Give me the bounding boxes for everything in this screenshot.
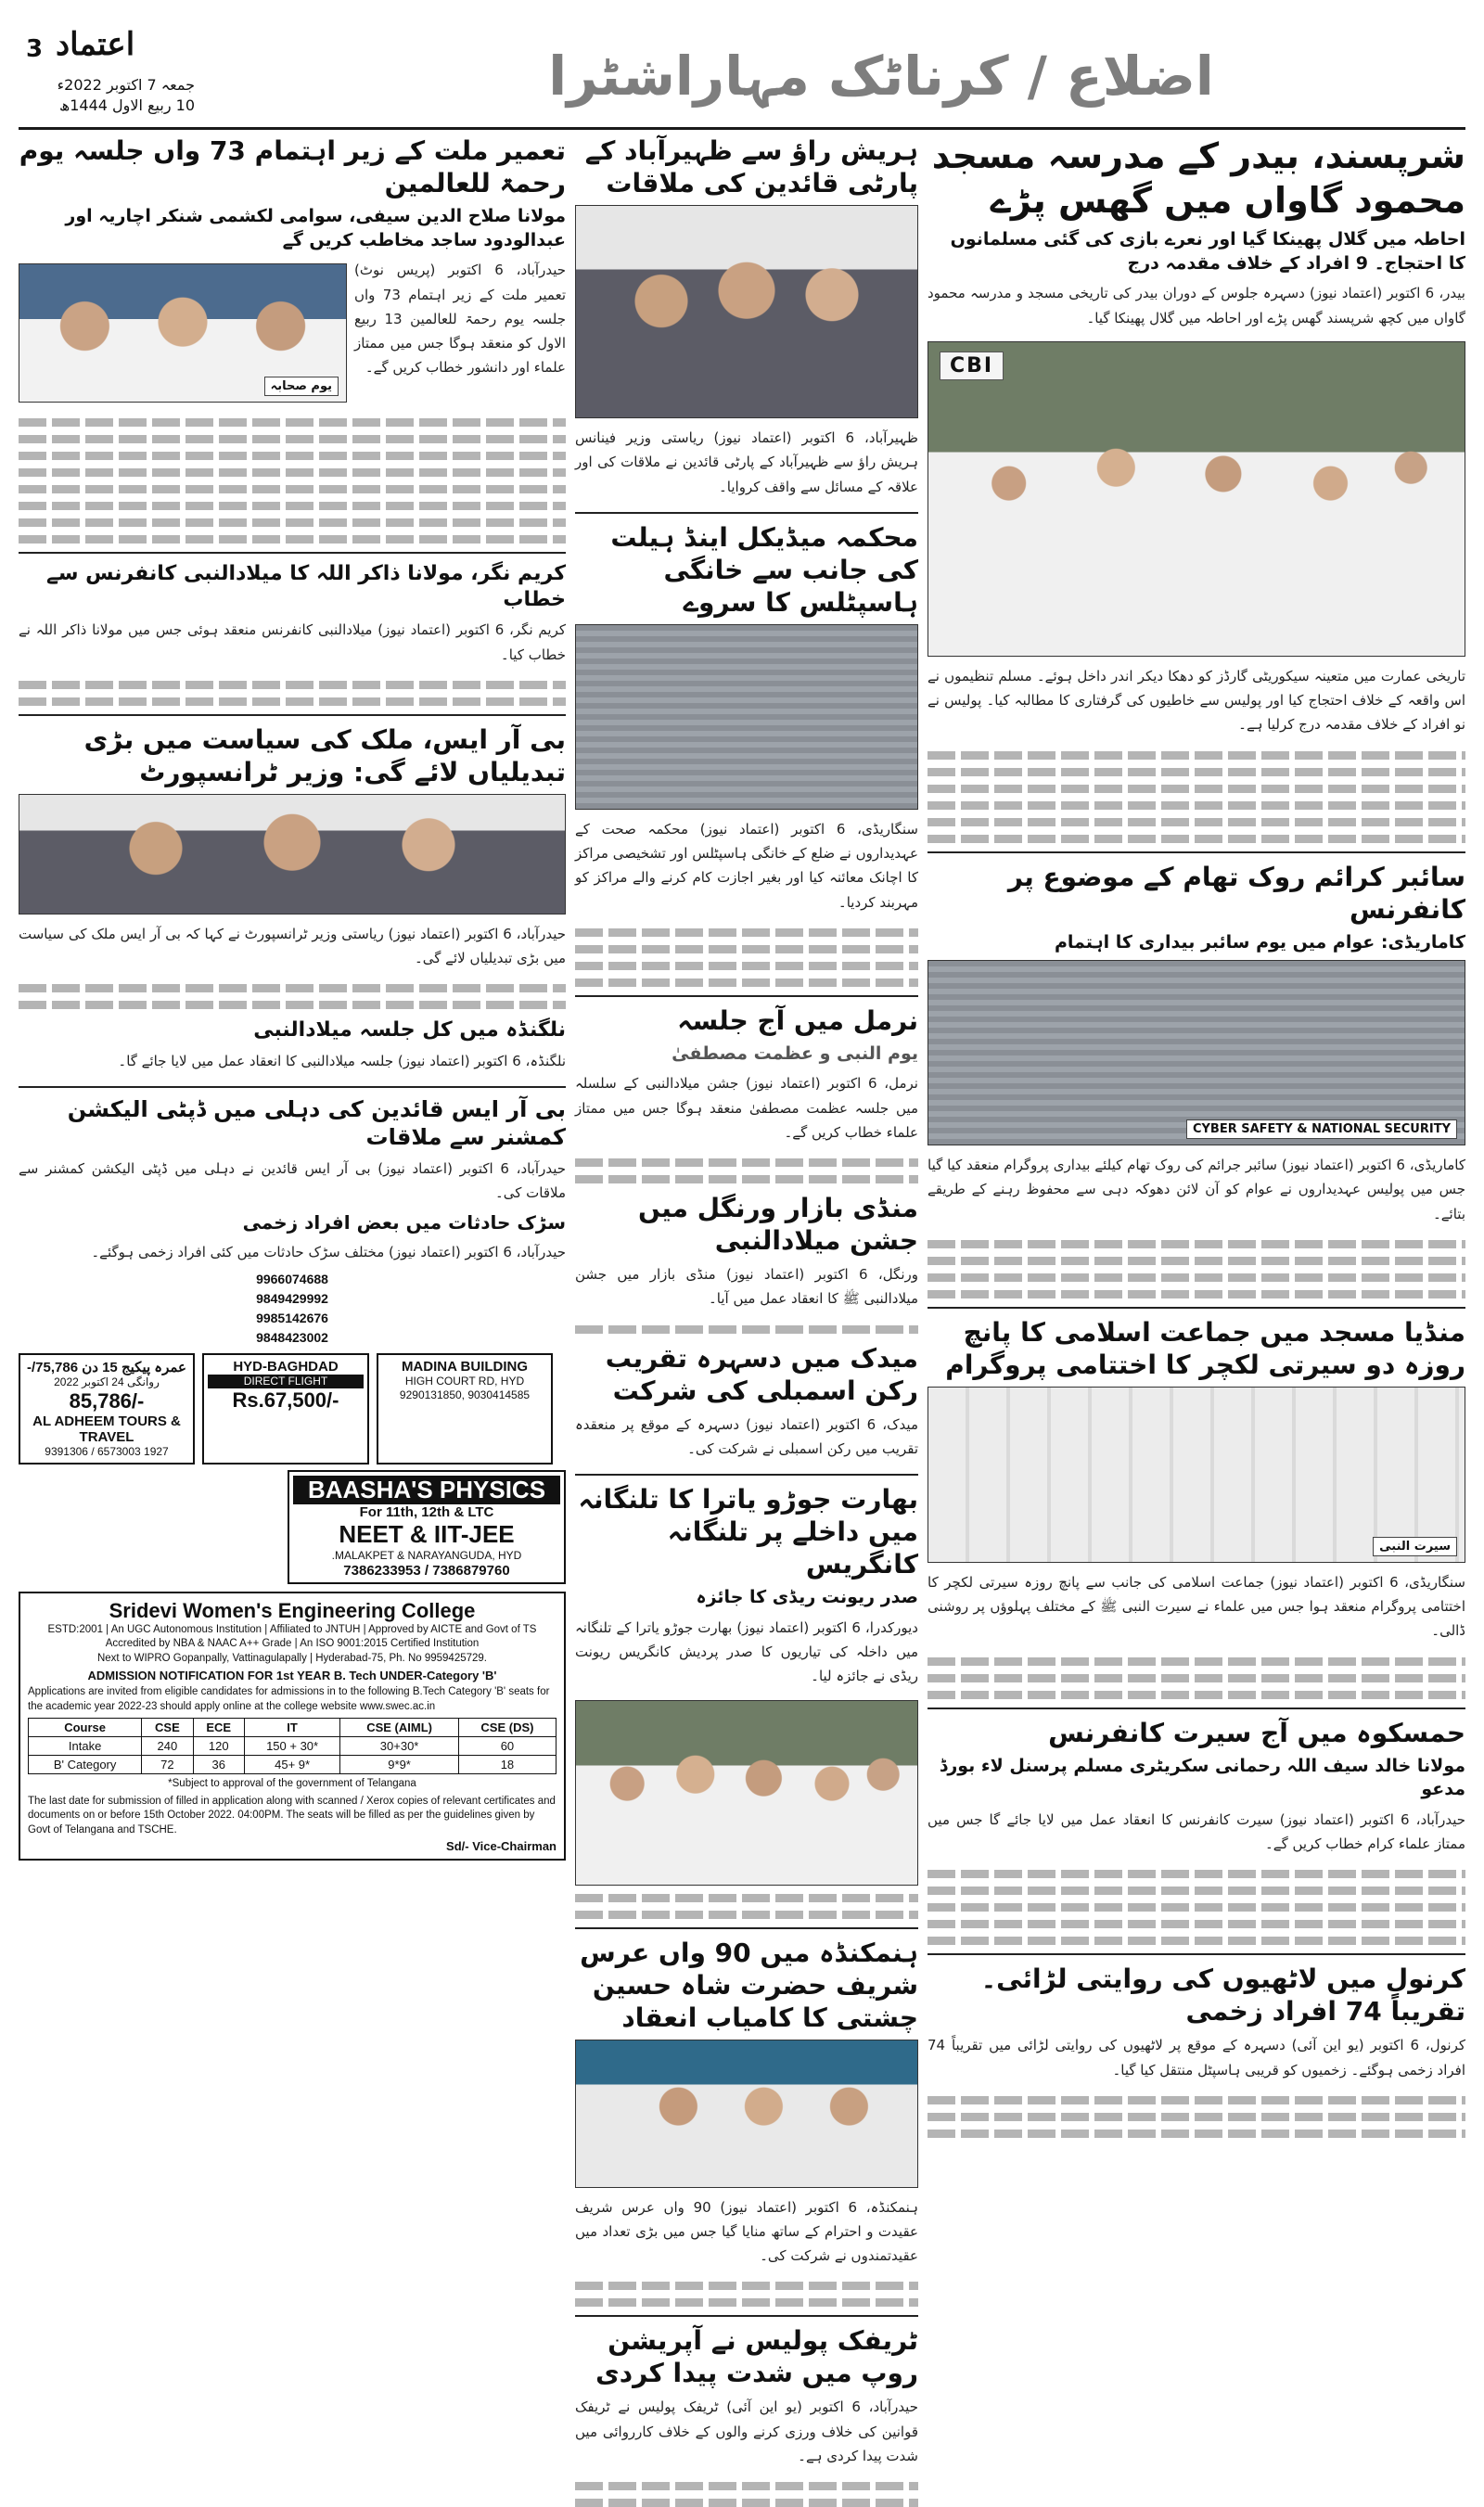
tour-agency-phone: 9391306 / 6573003 1927: [45, 1444, 169, 1458]
table-cell: 30+30*: [340, 1737, 459, 1756]
flight-type: DIRECT FLIGHT: [208, 1375, 364, 1388]
madina-ad: [377, 1353, 553, 1465]
milad-photo: [19, 263, 347, 403]
college-ad: [19, 1592, 566, 1861]
lead-subhead: احاطہ میں گلال پھینکا گیا اور نعرے بازی کی گئی مسلمانوں کا احتجاج۔ 9 افراد کے خلاف مقدمہ درج: [950, 229, 1465, 274]
table-header: CSE: [142, 1719, 193, 1737]
table-cell: 72: [142, 1756, 193, 1774]
cyber-story: [928, 861, 1465, 1298]
bharat-jodo-photo: [575, 1700, 918, 1886]
seerat-conference-headline: حمسکوہ میں آج سیرت کانفرنس: [1048, 1717, 1465, 1748]
date-gregorian: جمعہ 7 اکتوبر 2022ء: [57, 76, 195, 94]
madina-address: HIGH COURT RD, HYD: [404, 1374, 525, 1388]
table-cell: 18: [458, 1756, 556, 1774]
cyber-body: کاماریڈی، 6 اکتوبر (اعتماد نیوز) سائبر جرائم کی روک تھام کیلئے بیداری پروگرام منعقد کیا گیا جس میں پولیس عہدیداروں نے عوام کو آن لائن دھوکہ دہی سے محفوظ رہنے کے طریقے بتائے۔: [928, 1157, 1465, 1222]
seerat-banner: سیرت النبی: [1373, 1537, 1457, 1556]
mandi-story: [575, 1192, 918, 1334]
mandi-body: ورنگل، 6 اکتوبر (اعتماد نیوز) منڈی بازار میں جشن میلادالنبی ﷺ کا انعقاد عمل میں آیا۔: [575, 1266, 918, 1308]
milad-photo-banner: یوم صحابہ: [264, 377, 339, 396]
column-left: [19, 134, 566, 2309]
seerat-conference-body: حیدرآباد، 6 اکتوبر (اعتماد نیوز) سیرت کانفرنس کا انعقاد عمل میں لایا جائے گا جس میں ممتاز علماء کرام خطاب کریں گے۔: [928, 1810, 1465, 1853]
nirmal-story: [575, 1004, 918, 1183]
hospital-body: سنگاریڈی، 6 اکتوبر (اعتماد نیوز) محکمہ صحت کے عہدیداروں نے ضلع کے خانگی ہاسپٹلس اور تشخیصی مراکز کا اچانک معائنہ کیا اور بغیر اجازت کام کرنے والے مراکز کو مہربند کردیا۔: [575, 820, 919, 911]
mandi-headline: منڈی بازار ورنگل میں جشن میلادالنبی: [638, 1193, 918, 1257]
college-line-2: Accredited by NBA & NAAC A++ Grade | An ISO 9001:2015 Certified Institution: [105, 1638, 480, 1650]
umrah-ad: [19, 1353, 195, 1465]
traffic-story: [575, 2324, 918, 2507]
college-footer: The last date for submission of filled in application along with scanned / Xerox copies of relevant certificates and documents on or before 15th October 2022. 04:00PM. The seats will be filled as per the guidelines given by Govt of Telangana and TSCHE.: [28, 1795, 556, 1835]
college-name: Sridevi Women's Engineering College: [109, 1598, 476, 1622]
phone-number: 9985142676: [256, 1310, 328, 1325]
madina-phone: 9290131850, 9030414585: [399, 1388, 531, 1401]
nirmal-subhead: یوم النبی و عظمت مصطفیٰ: [672, 1042, 918, 1064]
brs-body: حیدرآباد، 6 اکتوبر (اعتماد نیوز) ریاستی وزیر ٹرانسپورٹ نے کہا کہ بی آر ایس ملک کی سیاست میں بڑی تبدیلیاں لائے گی۔: [19, 925, 566, 967]
milad-subhead: مولانا صلاح الدین سیفی، سوامی لکشمی شنکر اچاریہ اور عبدالودود ساجد مخاطب کریں گے: [65, 206, 566, 250]
phone-number: 9848423002: [256, 1329, 328, 1345]
physics-exam: NEET & IIT-JEE: [339, 1519, 515, 1548]
karimnagar-body: کریم نگر، 6 اکتوبر (اعتماد نیوز) میلادالنبی کانفرنس منعقد ہوئی جس میں مولانا ذاکر اللہ نے خطاب کیا۔: [19, 621, 567, 663]
medak-headline: میدک میں دسہرہ تقریب رکن اسمبلی کی شرکت: [605, 1342, 918, 1406]
milad-headline: تعمیر ملت کے زیر اہتمام 73 واں جلسہ یوم رحمۃ للعالمین: [19, 135, 566, 198]
karimnagar-story: [19, 561, 566, 706]
newspaper-logo: اعتماد: [56, 26, 135, 63]
hospital-headline: محکمہ میڈیکل اینڈ ہیلت کی جانب سے خانگی ہاسپٹلس کا سروے: [610, 521, 918, 618]
brs-delhi-headline: بی آر ایس قائدین کی دہلی میں ڈپٹی الیکشن کمشنر سے ملاقات: [67, 1096, 566, 1151]
column-right: [928, 134, 1465, 2309]
umrah-price: 85,786/-: [69, 1388, 145, 1413]
contact-phones: [19, 1270, 566, 1348]
brs-delhi-story: [19, 1095, 566, 1211]
college-intro: Applications are invited from eligible candidates for admissions in to the following B.Tech Category 'B' seats for the academic year 2022-23 should apply online at the college website www.swec.ac.in: [28, 1686, 550, 1712]
cyber-banner: CYBER SAFETY & NATIONAL SECURITY: [1186, 1119, 1457, 1139]
cyber-subhead: کاماریڈی: عوام میں یوم سائبر بیداری کا اہتمام: [1054, 931, 1465, 953]
kurnool-headline: کرنول میں لاٹھیوں کی روایتی لڑائی۔ تقریباً 74 افراد زخمی: [980, 1963, 1465, 2027]
physics-phone: 7386879760 / 7386233953: [343, 1562, 510, 1579]
bharat-jodo-subhead: صدر ریونت ریڈی کا جائزہ: [696, 1587, 918, 1608]
medak-body: میدک، 6 اکتوبر (اعتماد نیوز) دسہرہ کے موقع پر منعقدہ تقریب میں رکن اسمبلی نے شرکت کی۔: [575, 1415, 918, 1457]
bharat-jodo-story: [575, 1483, 918, 1918]
milad-body: حیدرآباد، 6 اکتوبر (پریس نوٹ) تعمیر ملت کے زیر اہتمام 73 واں جلسہ یوم رحمۃ للعالمین 13 ربیع الاول کو منعقد ہوگا جس میں ممتاز علماء اور دانشور خطاب کریں گے۔: [354, 262, 566, 377]
madina-title: MADINA BUILDING: [401, 1358, 529, 1375]
urs-photo: [575, 2040, 918, 2188]
bharat-jodo-body: دیورکدرا، 6 اکتوبر (اعتماد نیوز) بھارت جوڑو یاترا کے تلنگانہ میں داخلہ کی تیاریوں کا صدر پردیش کانگریس ریونت ریڈی نے جائزہ لیا۔: [575, 1618, 918, 1685]
flight-ad: [202, 1353, 369, 1465]
brs-photo: [19, 794, 566, 915]
nalgonda-story: [19, 1017, 566, 1079]
seerat-lecture-story: [928, 1316, 1465, 1699]
table-cell: 36: [193, 1756, 244, 1774]
table-cell: B' Category: [29, 1756, 142, 1774]
masthead-logo-block: [19, 19, 195, 121]
college-line-3: Next to WIPRO Gopanpally, Vattinagulapally | Hyderabad-75, Ph. No 9959425729.: [96, 1652, 487, 1664]
seerat-lecture-headline: منڈیا مسجد میں جماعت اسلامی کا پانچ روزہ دو سیرتی لکچر کا اختتامی پروگرام: [945, 1316, 1465, 1380]
table-row: [29, 1737, 556, 1756]
table-header: Course: [29, 1719, 142, 1737]
brs-headline: بی آر ایس، ملک کی سیاست میں بڑی تبدیلیاں لائے گی: وزیر ٹرانسپورٹ: [83, 723, 566, 787]
college-seat-table: [28, 1718, 556, 1774]
table-cell: 9*9*: [340, 1756, 459, 1774]
lead-headline: شرپسند، بیدر کے مدرسہ مسجد محمود گاواں میں گھس پڑے: [931, 135, 1465, 221]
table-cell: 240: [142, 1737, 193, 1756]
milad-story: [19, 134, 566, 544]
harish-story: [575, 134, 918, 505]
nirmal-headline: نرمل میں آج جلسہ: [677, 1004, 918, 1036]
traffic-body: حیدرآباد، 6 اکتوبر (یو این آئی) ٹریفک پولیس نے ٹریفک قوانین کی خلاف ورزی کرنے والوں کے خلاف کارروائی میں شدت پیدا کردی ہے۔: [575, 2398, 918, 2464]
urs-story: [575, 1937, 918, 2308]
kurnool-body: کرنول، 6 اکتوبر (یو این آئی) دسہرہ کے موقع پر لاٹھیوں کی روایتی لڑائی میں تقریباً 74 افراد زخمی ہوگئے۔ زخمیوں کو قریبی ہاسپٹل منتقل کیا گیا۔: [928, 2037, 1465, 2079]
table-cell: 120: [193, 1737, 244, 1756]
cyber-photo: [928, 960, 1465, 1145]
ads-row: [19, 1353, 566, 1465]
seerat-lecture-body: سنگاریڈی، 6 اکتوبر (اعتماد نیوز) جماعت اسلامی کی جانب سے پانچ روزہ سیرتی لکچر کا اختتامی پروگرام منعقد ہوا جس میں علماء نے سیرت النبی ﷺ کے مختلف پہلوؤں پر روشنی ڈالی۔: [928, 1573, 1466, 1640]
masthead: [19, 19, 1465, 130]
kurnool-story: [928, 1963, 1465, 2138]
bharat-jodo-headline: بھارت جوڑو یاترا کا تلنگانہ میں داخلے پر تلنگانہ کانگریس: [578, 1484, 918, 1580]
accident-body: حیدرآباد، 6 اکتوبر (اعتماد نیوز) مختلف سڑک حادثات میں کئی افراد زخمی ہوگئے۔: [91, 1243, 566, 1260]
urs-headline: ہنمکنڈہ میں 90 واں عرس شریف حضرت شاہ حسین چشتی کا کامیاب انعقاد: [580, 1937, 918, 2033]
table-cell: 45+ 9*: [244, 1756, 339, 1774]
flight-price: Rs.67,500/-: [232, 1388, 339, 1412]
lead-photo-sign: CBI: [940, 352, 1004, 380]
flight-route: HYD-BAGHDAD: [233, 1358, 339, 1375]
table-header-row: [29, 1719, 556, 1737]
college-signature: Sd/- Vice-Chairman: [446, 1839, 556, 1854]
nirmal-body: نرمل، 6 اکتوبر (اعتماد نیوز) جشن میلادالنبی کے سلسلہ میں جلسہ عظمت مصطفیٰ منعقد ہوگا جس میں ممتاز علماء خطاب کریں گے۔: [575, 1075, 918, 1141]
date-hijri: 10 ربیع الاول 1444ھ: [59, 96, 195, 114]
brs-delhi-body: حیدرآباد، 6 اکتوبر (اعتماد نیوز) بی آر ایس قائدین نے دہلی میں ڈپٹی الیکشن کمشنر سے ملاقات کی۔: [19, 1160, 566, 1202]
accident-headline: سڑک حادثات میں بعض افراد زخمی: [242, 1210, 566, 1234]
phone-number: 9849429992: [256, 1290, 328, 1306]
umrah-title: عمرہ پیکیج 15 دن 75,786/-: [27, 1359, 186, 1375]
table-header: CSE (AIML): [340, 1719, 459, 1737]
physics-area: MALAKPET & NARAYANGUDA, HYD.: [331, 1548, 522, 1562]
seerat-conference-subhead: مولانا خالد سیف اللہ رحمانی سکریٹری مسلم پرسنل لاء بورڈ مدعو: [939, 1755, 1465, 1800]
seerat-conference-story: [928, 1717, 1465, 1946]
brs-story: [19, 723, 566, 1010]
medak-story: [575, 1342, 918, 1467]
table-cell: Intake: [29, 1737, 142, 1756]
table-header: ECE: [193, 1719, 244, 1737]
nalgonda-headline: نلگنڈہ میں کل جلسہ میلادالنبی: [253, 1018, 566, 1042]
section-title: اضلاع / کرناٹک مہاراشٹرا: [548, 45, 1214, 108]
lead-body-continued: تاریخی عمارت میں متعینہ سیکوریٹی گارڈز کو دھکا دیکر اندر داخل ہوئے۔ مسلم تنظیموں نے اس واقعہ کے خلاف احتجاج کیا اور پولیس سے خاطیوں کی گرفتاری کا مطالبہ کیا۔ پولیس نے نو افراد کے خلاف مقدمہ درج کرلیا ہے۔: [928, 667, 1465, 734]
harish-body: ظہیرآباد، 6 اکتوبر (اعتماد نیوز) ریاستی وزیر فینانس ہریش راؤ سے ظہیرآباد کے پارٹی قائدین نے ملاقات کی اور علاقہ کے مسائل سے واقف کروایا۔: [575, 429, 918, 495]
umrah-date: روانگی 24 اکتوبر 2022: [54, 1375, 160, 1388]
harish-headline: ہریش راؤ سے ظہیرآباد کے پارٹی قائدین کی ملاقات: [584, 135, 918, 198]
physics-ad: [288, 1470, 566, 1584]
cyber-headline: سائبر کرائم روک تھام کے موضوع پر کانفرنس: [1007, 861, 1465, 925]
table-header: IT: [244, 1719, 339, 1737]
seerat-lecture-photo: [928, 1387, 1465, 1563]
college-footnote: *Subject to approval of the government of Telangana: [168, 1778, 416, 1790]
nalgonda-body: نلگنڈہ، 6 اکتوبر (اعتماد نیوز) جلسہ میلادالنبی کا انعقاد عمل میں لایا جائے گا۔: [118, 1052, 566, 1069]
column-middle: [575, 134, 919, 2464]
lead-photo: [928, 341, 1465, 657]
table-cell: 150 + 30*: [244, 1737, 339, 1756]
hospital-photo: [575, 624, 918, 810]
hospital-story: [575, 521, 918, 987]
college-notice: ADMISSION NOTIFICATION FOR 1st YEAR B. Tech UNDER-Category 'B': [87, 1669, 497, 1683]
accident-story: [19, 1211, 566, 1348]
traffic-headline: ٹریفک پولیس نے آپریشن روپ میں شدت پیدا کردی: [595, 2325, 918, 2389]
urs-body: ہنمکنڈہ، 6 اکتوبر (اعتماد نیوز) 90 واں عرس شریف عقیدت و احترام کے ساتھ منایا گیا جس میں بڑی تعداد میں عقیدتمندوں نے شرکت کی۔: [575, 2198, 918, 2265]
table-row: [29, 1756, 556, 1774]
lead-story: [928, 134, 1465, 843]
phone-number: 9966074688: [256, 1271, 328, 1286]
tour-agency-name: AL ADHEEM TOURS & TRAVEL: [32, 1413, 181, 1445]
physics-title: BAASHA'S PHYSICS: [293, 1476, 560, 1504]
table-header: CSE (DS): [458, 1719, 556, 1737]
page-number: 3: [26, 35, 44, 63]
table-cell: 60: [458, 1737, 556, 1756]
physics-classes: For 11th, 12th & LTC: [359, 1503, 494, 1520]
harish-photo: [575, 205, 918, 418]
college-line-1: ESTD:2001 | An UGC Autonomous Institution | Affiliated to JNTUH | Approved by AICTE and Govt of TS: [47, 1623, 537, 1635]
karimnagar-headline: کریم نگر، مولانا ذاکر اللہ کا میلادالنبی کانفرنس سے خطاب: [45, 562, 566, 611]
lead-body: بیدر، 6 اکتوبر (اعتماد نیوز) دسہرہ جلوس کے دوران بیدر کی تاریخی مسجد و مدرسہ محمود گاواں میں کچھ شرپسند گھس پڑے اور احاطہ میں گلال پھینکا گیا۔: [928, 285, 1465, 326]
